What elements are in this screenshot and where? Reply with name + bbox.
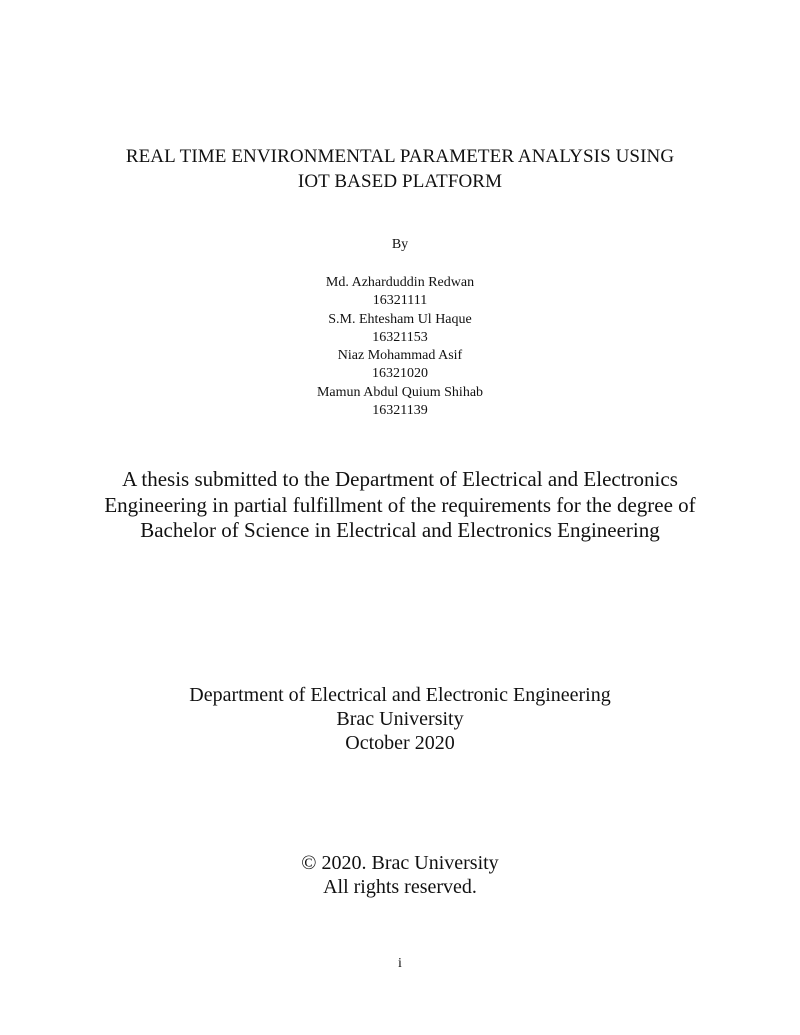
thesis-title-line-1: REAL TIME ENVIRONMENTAL PARAMETER ANALYSIS USING [125,146,675,167]
by-label: By [391,237,409,252]
author-name-1: Md. Azharduddin Redwan [325,275,475,290]
author-name-2: S.M. Ehtesham Ul Haque [328,311,472,327]
institution-block [0,683,800,755]
page-number: i [398,956,402,971]
thesis-statement-line-1: A thesis submitted to the Department of Electrical and Electronics [122,467,678,491]
submission-date: October 2020 [345,732,455,754]
thesis-statement-line-2: Engineering in partial fulfillment of the requirements for the degree of [104,492,696,517]
author-id-2: 16321153 [372,329,428,345]
university-name: Brac University [336,708,464,730]
copyright-block [0,851,800,899]
author-list [0,274,800,420]
author-id-4: 16321139 [372,403,428,419]
department-name: Department of Electrical and Electronic Engineering [189,684,611,706]
author-name-3: Niaz Mohammad Asif [337,348,463,364]
rights-reserved: All rights reserved. [323,876,477,898]
thesis-statement [0,467,800,544]
author-name-4: Mamun Abdul Quium Shihab [316,384,484,400]
thesis-statement-line-3: Bachelor of Science in Electrical and Electronics Engineering [140,518,660,542]
thesis-title [0,144,800,194]
thesis-title-line-2: IOT BASED PLATFORM [297,171,503,192]
author-id-1: 16321111 [372,293,428,309]
copyright-notice: © 2020. Brac University [301,852,499,874]
author-id-3: 16321020 [372,366,428,382]
